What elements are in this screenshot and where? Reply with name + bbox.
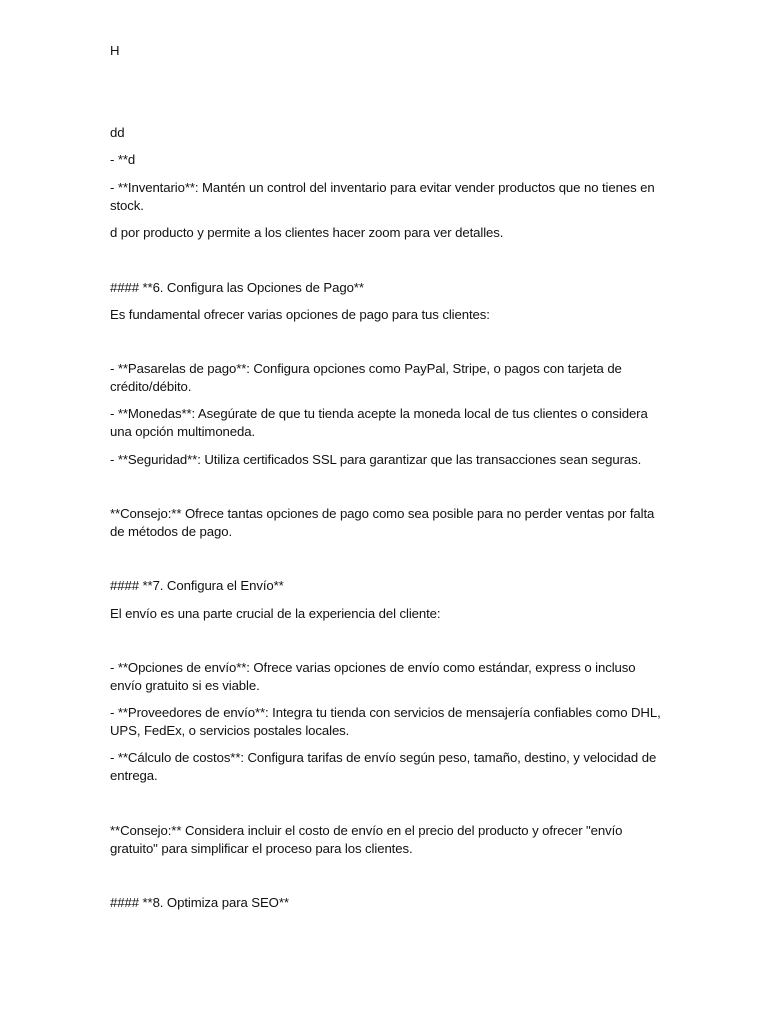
- paragraph-zoom: d por producto y permite a los clientes hacer zoom para ver detalles.: [110, 225, 504, 240]
- bullet-calculo-costos: - **Cálculo de costos**: Configura tarifas de envío según peso, tamaño, destino, y velocidad de entrega.: [110, 750, 657, 783]
- consejo-pago: **Consejo:** Ofrece tantas opciones de pago como sea posible para no perder ventas por falta de métodos de pago.: [110, 506, 655, 539]
- heading-opciones-pago: #### **6. Configura las Opciones de Pago**: [110, 280, 364, 295]
- bullet-pasarelas: - **Pasarelas de pago**: Configura opciones como PayPal, Stripe, o pagos con tarjeta de crédito/débito.: [110, 361, 622, 394]
- consejo-envio: **Consejo:** Considera incluir el costo de envío en el precio del producto y ofrecer "envío gratuito" para simplificar el proceso para los clientes.: [110, 823, 623, 856]
- bullet-opciones-envio: - **Opciones de envío**: Ofrece varias opciones de envío como estándar, express o incluso envío gratuito si es viable.: [110, 660, 636, 693]
- bullet-monedas: - **Monedas**: Asegúrate de que tu tienda acepte la moneda local de tus clientes o considera una opción multimoneda.: [110, 406, 648, 439]
- paragraph-pago-intro: Es fundamental ofrecer varias opciones de pago para tus clientes:: [110, 307, 490, 322]
- bullet-seguridad: - **Seguridad**: Utiliza certificados SSL para garantizar que las transacciones sean seguras.: [110, 452, 642, 467]
- paragraph-inventario: - **Inventario**: Mantén un control del inventario para evitar vender productos que no tienes en stock.: [110, 180, 655, 213]
- paragraph-dd: dd: [110, 125, 125, 140]
- bullet-proveedores-envio: - **Proveedores de envío**: Integra tu tienda con servicios de mensajería confiables como DHL, UPS, FedEx, o servicios postales locales.: [110, 705, 661, 738]
- heading-seo: #### **8. Optimiza para SEO**: [110, 895, 289, 910]
- heading-envio: #### **7. Configura el Envío**: [110, 578, 284, 593]
- paragraph-bullet-d: - **d: [110, 152, 136, 167]
- paragraph-envio-intro: El envío es una parte crucial de la experiencia del cliente:: [110, 606, 441, 621]
- paragraph-h: H: [110, 43, 120, 58]
